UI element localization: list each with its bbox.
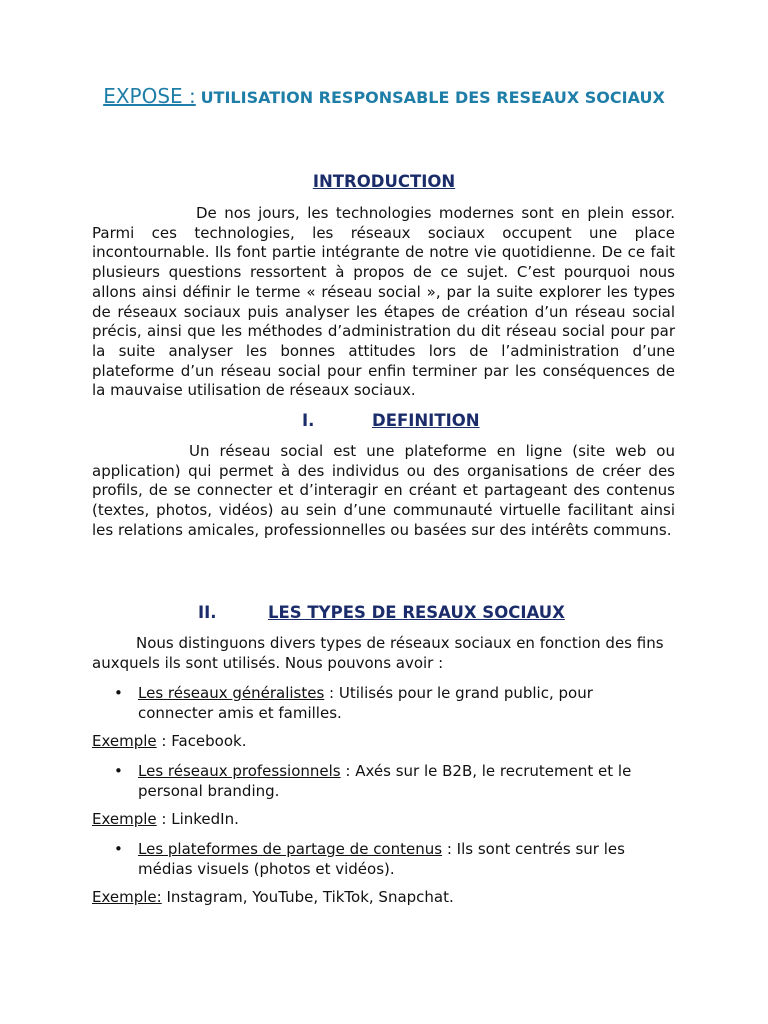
list-item-desc: : Axés sur le B2B, le recrutement et le personal branding. (138, 762, 632, 800)
example-label: Exemple (92, 732, 157, 750)
example-text: Instagram, YouTube, TikTok, Snapchat. (161, 888, 454, 906)
example-text: : LinkedIn. (156, 810, 239, 828)
title-subject: UTILISATION RESPONSABLE DES RESEAUX SOCIAUX (200, 88, 665, 107)
types-intro-paragraph: Nous distinguons divers types de réseaux sociaux en fonction des fins auxquels ils sont utilisés. Nous pouvons avoir : (92, 634, 664, 672)
example-label: Exemple: (92, 888, 162, 906)
definition-paragraph: Un réseau social est une plateforme en ligne (site web ou application) qui permet à des individus ou des organisations de créer des profils, de se connecter et d’interagir en créant et partageant des contenus (textes, photos, vidéos) au sein d’une communauté virtuelle facilitant ainsi les relations amicales, professionnelles ou basées sur des intérêts communs. (92, 442, 675, 539)
introduction-heading: INTRODUCTION (312, 172, 456, 191)
section-2-title: LES TYPES DE RESAUX SOCIAUX (268, 603, 565, 622)
list-item-desc: : Ils sont centrés sur les médias visuels (photos et vidéos). (138, 840, 625, 878)
list-item-term: Les réseaux généralistes (138, 684, 325, 702)
bullet-icon: • (114, 684, 123, 702)
example-line (92, 888, 675, 908)
list-item-term: Les réseaux professionnels (138, 762, 341, 780)
section-2-number: II. (198, 603, 217, 622)
example-text: : Facebook. (156, 732, 247, 750)
example-line (92, 732, 675, 752)
list-item-desc: : Utilisés pour le grand public, pour connecter amis et familles. (138, 684, 593, 722)
section-1-number: I. (302, 411, 315, 430)
section-1-title: DEFINITION (372, 411, 480, 430)
example-label: Exemple (92, 810, 157, 828)
introduction-paragraph: De nos jours, les technologies modernes sont en plein essor. Parmi ces technologies, les réseaux sociaux occupent une place incontournable. Ils font partie intégrante de notre vie quotidienne. De ce fait plusieurs questions ressortent à propos de ce sujet. C’est pourquoi nous allons ainsi définir le terme « réseau social », par la suite explorer les types de réseaux sociaux puis analyser les étapes de création d’un réseau social précis, ainsi que les méthodes d’administration du dit réseau social pour par la suite analyser les bonnes attitudes lors de l’administration d’une plateforme d’un réseau social pour enfin terminer par les conséquences de la mauvaise utilisation de réseaux sociaux. (92, 204, 675, 400)
title-expose: EXPOSE (103, 84, 190, 108)
bullet-icon: • (114, 762, 123, 780)
example-line (92, 810, 675, 830)
document-title (92, 84, 676, 110)
title-colon: : (189, 84, 196, 108)
bullet-icon: • (114, 840, 123, 858)
list-item-term: Les plateformes de partage de contenus (138, 840, 443, 858)
